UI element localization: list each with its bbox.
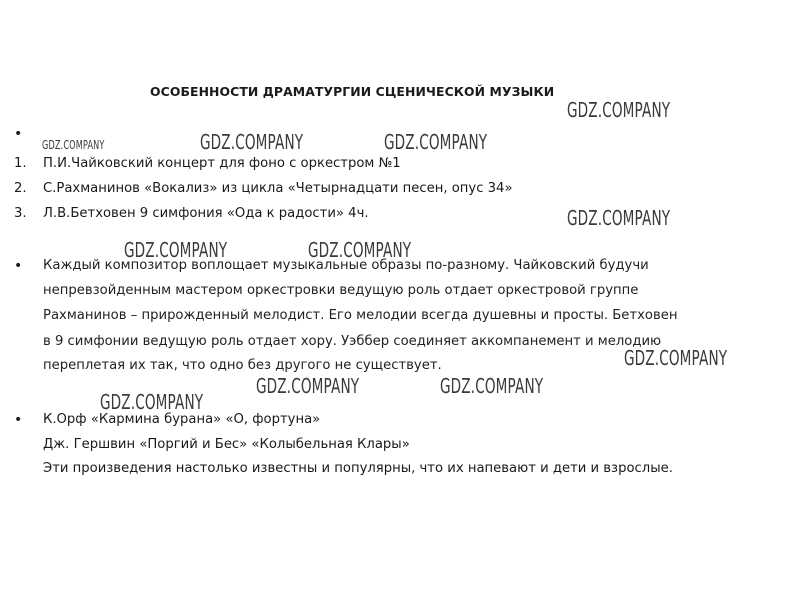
bullet-icon: • <box>14 126 23 142</box>
watermark: GDZ.COMPANY <box>567 98 671 122</box>
page-title: ОСОБЕННОСТИ ДРАМАТУРГИИ СЦЕНИЧЕСКОЙ МУЗЫКИ <box>150 84 555 99</box>
watermark: GDZ.COMPANY <box>256 374 360 398</box>
list-item: Дж. Гершвин «Поргий и Бес» «Колыбельная Клары» <box>43 437 410 452</box>
watermark: GDZ.COMPANY <box>384 130 488 154</box>
list-number: 2. <box>14 181 27 196</box>
list-item: Эти произведения настолько известны и популярны, что их напевают и дети и взрослые. <box>43 461 673 476</box>
paragraph-line: в 9 симфонии ведущую роль отдает хору. Уэббер соединяет аккомпанемент и мелодию <box>43 334 662 349</box>
watermark: GDZ.COMPANY <box>308 238 412 262</box>
watermark: GDZ.COMPANY <box>440 374 544 398</box>
watermark: GDZ.COMPANY <box>42 138 105 152</box>
paragraph-line: Каждый композитор воплощает музыкальные образы по-разному. Чайковский будучи <box>43 258 649 273</box>
paragraph-line: непревзойденным мастером оркестровки ведущую роль отдает оркестровой группе <box>43 283 639 298</box>
list-number: 3. <box>14 206 27 221</box>
watermark: GDZ.COMPANY <box>624 346 728 370</box>
list-item: П.И.Чайковский концерт для фоно с оркестром №1 <box>43 156 401 171</box>
list-item: К.Орф «Кармина бурана» «О, фортуна» <box>43 412 321 427</box>
watermark: GDZ.COMPANY <box>100 390 204 414</box>
watermark: GDZ.COMPANY <box>124 238 228 262</box>
list-number: 1. <box>14 156 27 171</box>
paragraph-line: переплетая их так, что одно без другого не существует. <box>43 358 442 373</box>
paragraph-line: Рахманинов – прирожденный мелодист. Его мелодии всегда душевны и просты. Бетховен <box>43 308 678 323</box>
bullet-icon: • <box>14 258 23 274</box>
list-item: Л.В.Бетховен 9 симфония «Ода к радости» 4ч. <box>43 206 369 221</box>
watermark: GDZ.COMPANY <box>567 206 671 230</box>
list-item: С.Рахманинов «Вокализ» из цикла «Четырнадцати песен, опус 34» <box>43 181 513 196</box>
watermark: GDZ.COMPANY <box>200 130 304 154</box>
bullet-icon: • <box>14 412 23 428</box>
